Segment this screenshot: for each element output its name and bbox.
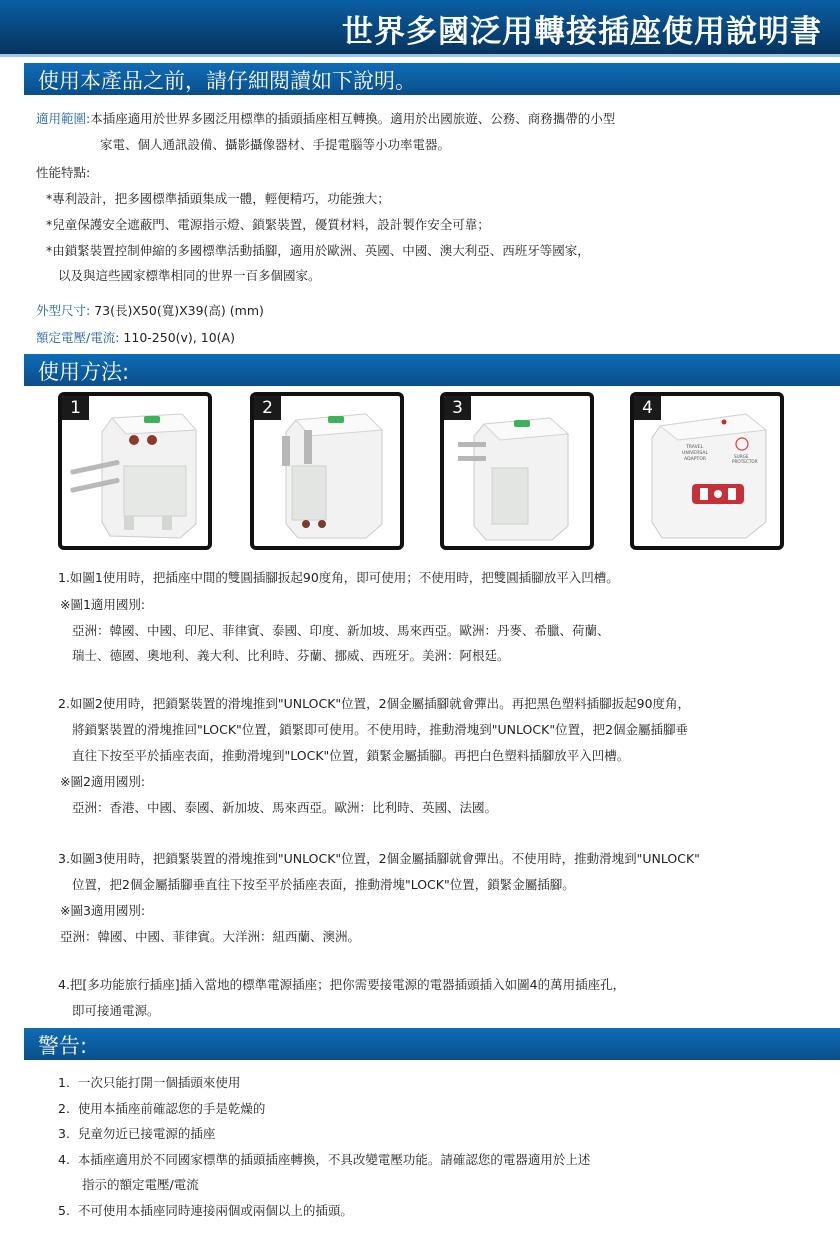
- intro-heading-bar: [24, 63, 840, 95]
- print-universal: UNIVERSAL: [682, 451, 709, 456]
- figure-number-1: 1: [62, 396, 89, 420]
- usage-2-note: ※圖2適用國別:: [60, 774, 146, 789]
- warning-text-5: 不可使用本插座同時連接兩個或兩個以上的插頭。: [77, 1203, 353, 1218]
- usage-1-countries-1: 亞洲：韓國、中國、印尼、菲律賓、泰國、印度、新加坡、馬來西亞。歐洲：丹麥、希臘、荷蘭、: [72, 623, 610, 638]
- usage-2-line-2: 將鎖緊裝置的滑塊推回"LOCK"位置，鎖緊即可使用。不使用時，推動滑塊到"UNLOCK"位置，把2個金屬插腳垂: [72, 722, 689, 737]
- scope-label: 適用範圍:: [36, 111, 91, 126]
- usage-3-countries-1: 亞洲：韓國、中國、菲律賓。大洋洲：紐西蘭、澳洲。: [60, 929, 361, 944]
- warning-num-3: 3.: [58, 1126, 70, 1141]
- figure-1: [58, 392, 212, 550]
- warning-text-4: 本插座適用於不同國家標準的插頭插座轉換，不具改變電壓功能。請確認您的電器適用於上述: [77, 1152, 591, 1167]
- title-bar: [0, 0, 840, 54]
- size-label: 外型尺寸:: [36, 303, 91, 318]
- warning-item-2: [58, 1099, 265, 1117]
- figure-2: [250, 392, 404, 550]
- warning-item-1: [58, 1073, 240, 1091]
- print-protector: PROTECTOR: [732, 459, 758, 464]
- warning-text-2: 使用本插座前確認您的手是乾燥的: [77, 1101, 266, 1116]
- usage-1-line-1: 1.如圖1使用時，把插座中間的雙圓插腳扳起90度角，即可使用；不使用時，把雙圓插腳放平入凹槽。: [58, 570, 619, 585]
- print-adaptor: ADAPTOR: [684, 457, 707, 462]
- size-spec: [36, 301, 264, 319]
- warning-num-5: 5.: [58, 1203, 70, 1218]
- scope-text-2: 家電、個人通訊設備、攝影攝像器材、手提電腦等小功率電器。: [100, 137, 451, 152]
- usage-2-line-3: 直往下按至平於插座表面，推動滑塊到"LOCK"位置，鎖緊金屬插腳。再把白色塑料插腳放平入凹槽。: [72, 748, 630, 763]
- figure-4: [630, 392, 784, 550]
- usage-4-line-1: 4.把[多功能旅行插座]插入當地的標準電源插座；把你需要接電源的電器插頭插入如圖4的萬用插座孔，: [58, 977, 626, 992]
- feature-1: *專利設計，把多國標準插頭集成一體，輕便精巧，功能強大；: [46, 191, 390, 206]
- warning-item-3: [58, 1124, 215, 1142]
- page-title: 世界多國泛用轉接插座使用說明書: [342, 14, 822, 50]
- feature-2: *兒童保護安全遮蔽門、電源指示燈、鎖緊裝置，優質材料，設計製作安全可靠；: [46, 217, 490, 232]
- warning-num-4: 4.: [58, 1152, 70, 1167]
- title-underline: [0, 54, 840, 57]
- intro-heading: 使用本產品之前，請仔細閱讀如下說明。: [38, 69, 416, 93]
- warning-item-4: [58, 1150, 590, 1168]
- warning-text-3: 兒童勿近已接電源的插座: [77, 1126, 216, 1141]
- figure-number-2: 2: [254, 396, 281, 420]
- usage-heading-bar: [24, 354, 840, 386]
- scope-line-1: [36, 109, 615, 127]
- usage-3-note: ※圖3適用國別:: [60, 903, 146, 918]
- usage-3-line-1: 3.如圖3使用時，把鎖緊裝置的滑塊推到"UNLOCK"位置，2個金屬插腳就會彈出。不使用時，推動滑塊到"UNLOCK": [58, 851, 700, 866]
- usage-2-countries-1: 亞洲：香港、中國、泰國、新加坡、馬來西亞。歐洲：比利時、英國、法國。: [72, 800, 498, 815]
- print-travel: TRAVEL: [686, 445, 704, 450]
- voltage-value: 110-250(v), 10(A): [123, 330, 235, 345]
- usage-1-countries-2: 瑞士、德國、奧地利、義大利、比利時、芬蘭、挪威、西班牙。美洲：阿根廷。: [72, 648, 510, 663]
- figure-3: [440, 392, 594, 550]
- feature-3: *由鎖緊裝置控制伸縮的多國標準活動插腳，適用於歐洲、英國、中國、澳大利亞、西班牙等國家，: [46, 243, 590, 258]
- warning-text-1: 一次只能打開一個插頭來使用: [77, 1075, 241, 1090]
- warning-heading: 警告:: [38, 1034, 88, 1058]
- scope-text-1: 本插座適用於世界多國泛用標準的插頭插座相互轉換。適用於出國旅遊、公務、商務攜帶的小型: [90, 111, 616, 126]
- voltage-spec: [36, 328, 235, 346]
- usage-4-line-2: 即可接通電源。: [72, 1003, 160, 1018]
- figure-number-4: 4: [634, 396, 661, 420]
- warning-item-5: [58, 1201, 353, 1219]
- usage-3-line-2: 位置，把2個金屬插腳垂直往下按至平於插座表面，推動滑塊"LOCK"位置，鎖緊金屬插腳。: [72, 877, 575, 892]
- usage-heading: 使用方法:: [38, 360, 130, 384]
- warning-num-2: 2.: [58, 1101, 70, 1116]
- figure-number-3: 3: [444, 396, 471, 420]
- warning-heading-bar: [24, 1028, 840, 1060]
- size-value: 73(長)X50(寬)X39(高) (mm): [94, 303, 264, 318]
- voltage-label: 額定電壓/電流:: [36, 330, 120, 345]
- features-label: 性能特點:: [36, 165, 91, 180]
- warning-num-1: 1.: [58, 1075, 70, 1090]
- usage-1-note: ※圖1適用國別:: [60, 597, 146, 612]
- usage-2-line-1: 2.如圖2使用時，把鎖緊裝置的滑塊推到"UNLOCK"位置，2個金屬插腳就會彈出。再把黑色塑料插腳扳起90度角，: [58, 696, 691, 711]
- print-surge: SURGE: [734, 454, 749, 459]
- feature-4: 以及與這些國家標準相同的世界一百多個國家。: [58, 268, 321, 283]
- warning-text-4b: 指示的額定電壓/電流: [82, 1177, 199, 1192]
